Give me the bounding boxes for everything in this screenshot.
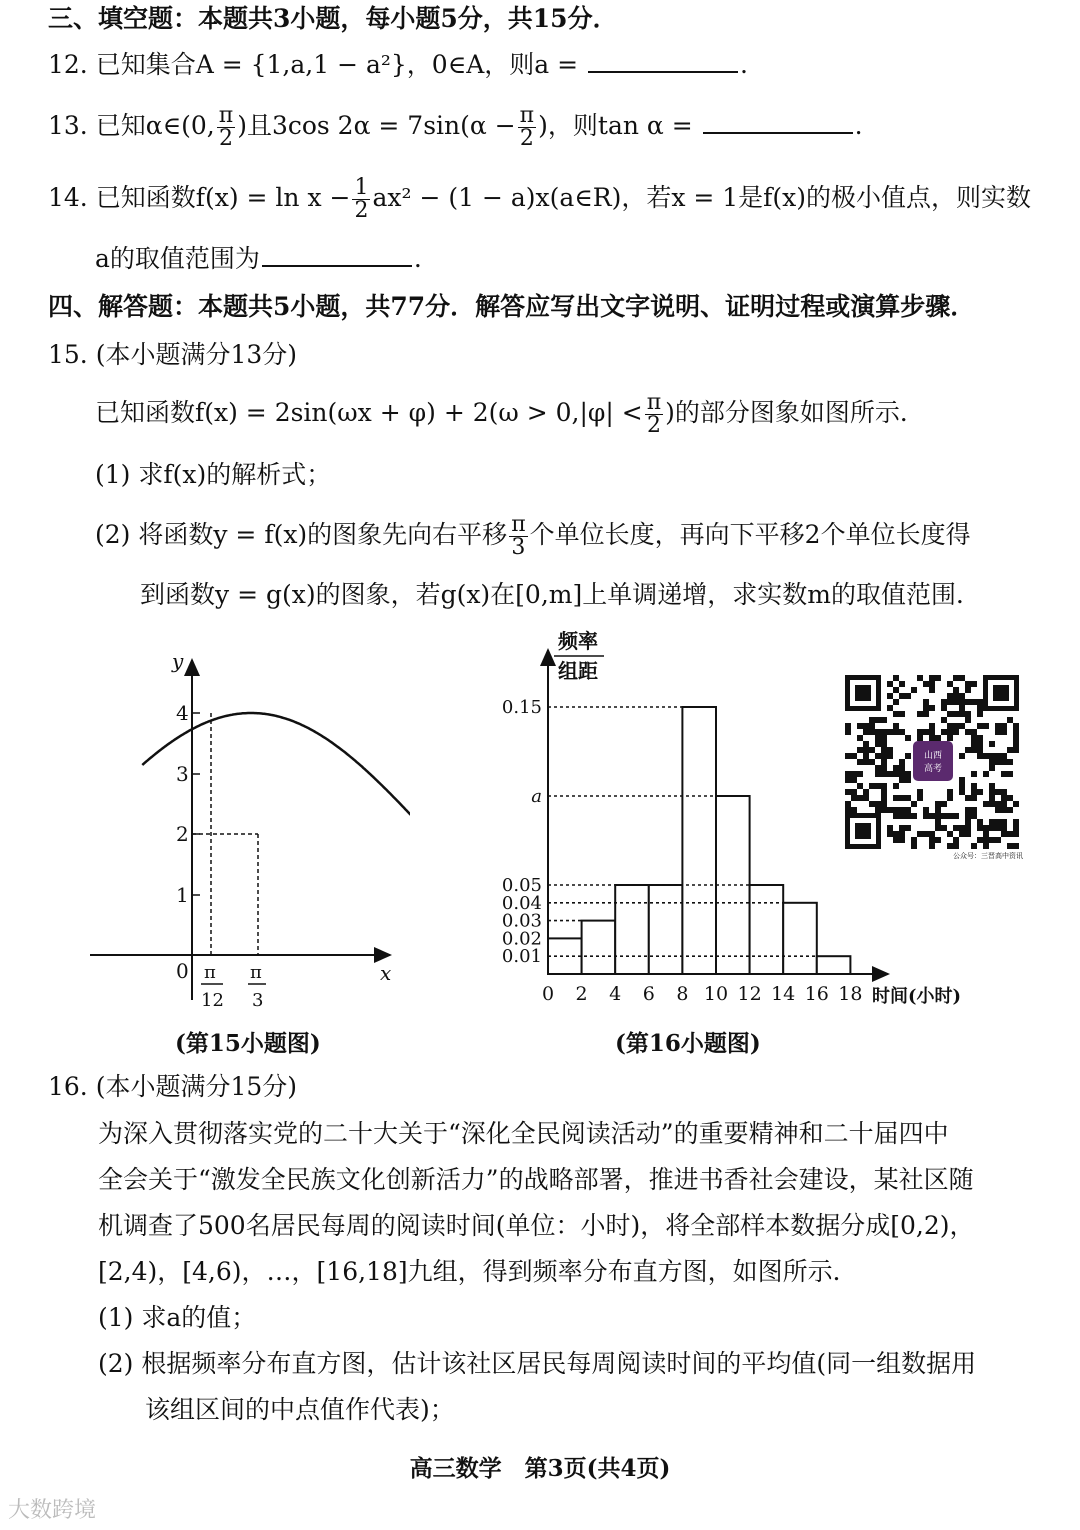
q15-frac-pi-over-3: $\frac{\pi}{3}$ <box>511 512 526 560</box>
q13-text-b: )且3cos 2α = 7sin(α − <box>237 111 516 140</box>
question-16-header <box>48 1070 297 1104</box>
q13-number: 13. <box>48 111 88 140</box>
x-tick-pi3-den: 3 <box>252 990 264 1011</box>
q12-number: 12. <box>48 50 88 79</box>
q13-frac-pi-over-2: $\frac{\pi}{2}$ <box>218 103 234 151</box>
q15-part2-cont: 到函数y = g(x)的图象，若g(x)在[0,m]上单调递增，求实数m的取值范围． <box>140 580 981 609</box>
bar-7 <box>783 903 817 974</box>
bar-1 <box>582 921 616 974</box>
bar-4 <box>682 707 716 974</box>
origin-label: 0 <box>176 959 189 983</box>
q16-score: (本小题满分15分) <box>95 1072 298 1101</box>
q15-number: 15. <box>48 340 88 369</box>
y-tick-label-2: 0.05 <box>501 875 542 896</box>
figure-15-graph <box>80 640 410 1020</box>
x-tick-label-5: 10 <box>703 983 729 1005</box>
x-tick-pi3-num: π <box>250 962 262 983</box>
y-tick-3: 3 <box>176 762 189 786</box>
q14-answer-blank[interactable] <box>262 243 412 267</box>
question-14 <box>48 175 1031 222</box>
y-label-top: 频率 <box>558 629 598 653</box>
y-tick-label-5: 0.02 <box>501 928 542 950</box>
svg-text:山西: 山西 <box>923 751 943 761</box>
figure-15-caption: (第15小题图) <box>175 1030 321 1057</box>
y-axis-label: y <box>172 649 184 673</box>
x-axis-label: x <box>380 961 392 985</box>
q16-paragraph-line-3: 机调查了500名居民每周的阅读时间(单位：小时)，将全部样本数据分成[0,2)， <box>98 1211 975 1240</box>
y-label-bottom: 组距 <box>558 659 598 683</box>
q12-answer-blank[interactable] <box>588 49 738 73</box>
y-tick-label-4: 0.03 <box>501 910 542 932</box>
q15-part1: (1) 求f(x)的解析式； <box>95 460 332 489</box>
question-12 <box>48 48 748 82</box>
q15-stem-a: 已知函数f(x) = 2sin(ωx + φ) + 2(ω > 0,|φ| < <box>95 398 643 427</box>
q14-text-c: a的取值范围为 <box>95 244 260 273</box>
q16-paragraph-line-1: 为深入贯彻落实党的二十大关于“深化全民阅读活动”的重要精神和二十届四中 <box>98 1119 949 1148</box>
bar-2 <box>615 885 649 974</box>
q12-period: . <box>740 50 748 79</box>
q13-text-a: 已知α∈(0, <box>95 111 215 140</box>
q15-score: (本小题满分13分) <box>95 340 298 369</box>
q14-number: 14. <box>48 183 88 212</box>
section3-title: 三、填空题：本题共3小题，每小题5分，共15分． <box>48 4 618 33</box>
q16-paragraph-line-4: [2,4)，[4,6)，…，[16,18]九组，得到频率分布直方图，如图所示． <box>98 1257 858 1286</box>
question-13 <box>48 103 863 150</box>
x-tick-label-4: 8 <box>676 983 689 1005</box>
q13-frac-pi-over-2-b: $\frac{\pi}{2}$ <box>519 103 535 151</box>
q15-stem <box>95 390 925 437</box>
q16-part2-cont: 该组区间的中点值作代表)； <box>145 1395 455 1424</box>
q15-part2 <box>95 512 971 559</box>
x-tick-label-2: 4 <box>609 983 622 1005</box>
x-tick-label-0: 0 <box>541 983 555 1005</box>
bar-8 <box>817 956 851 974</box>
y-tick-label-0: 0.15 <box>501 697 542 718</box>
x-tick-label-9: 18 <box>838 983 863 1005</box>
y-tick-4: 4 <box>176 701 189 725</box>
x-axis-label: 时间(小时) <box>872 986 962 1007</box>
q14-text-b: ax² − (1 − a)x(a∈R)，若x = 1是f(x)的极小值点，则实数 <box>372 183 1032 212</box>
qr-logo <box>913 741 953 781</box>
bar-0 <box>548 938 582 974</box>
q16-part1: (1) 求a的值； <box>98 1303 257 1332</box>
q13-answer-blank[interactable] <box>703 110 853 134</box>
bar-3 <box>649 885 683 974</box>
figure-16-caption: (第16小题图) <box>615 1030 761 1057</box>
watermark: 大数跨境 <box>8 1498 97 1523</box>
y-tick-1: 1 <box>176 883 189 907</box>
y-tick-label-1: a <box>531 786 542 807</box>
question-15-header <box>48 338 297 372</box>
q12-text: 已知集合A = {1,a,1 − a²}，0∈A，则a = <box>95 50 587 79</box>
x-tick-pi12-den: 12 <box>201 990 224 1011</box>
page-footer: 高三数学 第3页(共4页) <box>409 1455 671 1482</box>
x-tick-label-6: 12 <box>737 983 762 1005</box>
y-tick-2: 2 <box>176 822 189 846</box>
q14-period: . <box>413 244 422 273</box>
bar-5 <box>716 796 750 974</box>
x-tick-pi12-num: π <box>204 962 216 983</box>
q14-text-a: 已知函数f(x) = ln x − <box>95 183 351 212</box>
q15-part2-b: 个单位长度，再向下平移2个单位长度得 <box>529 520 971 549</box>
y-tick-label-6: 0.01 <box>501 946 542 968</box>
q15-frac-pi-over-2: $\frac{\pi}{2}$ <box>646 390 662 438</box>
y-tick-label-3: 0.04 <box>501 892 542 914</box>
q16-number: 16. <box>48 1072 88 1101</box>
qr-caption: 公众号：三晋高中资讯 <box>953 852 1023 860</box>
x-tick-label-3: 6 <box>642 983 655 1005</box>
q16-part2: (2) 根据频率分布直方图，估计该社区居民每周阅读时间的平均值(同一组数据用 <box>98 1349 977 1378</box>
svg-text:高考: 高考 <box>923 764 943 774</box>
section4-title: 四、解答题：本题共5小题，共77分．解答应写出文字说明、证明过程或演算步骤． <box>48 292 976 321</box>
qr-code[interactable] <box>845 675 1025 860</box>
q13-text-c: )，则tan α = <box>538 111 701 140</box>
q13-period: . <box>854 111 863 140</box>
q15-part2-a: (2) 将函数y = f(x)的图象先向右平移 <box>95 520 508 549</box>
q16-paragraph-line-2: 全会关于“激发全民族文化创新活力”的战略部署，推进书香社会建设，某社区随 <box>98 1165 974 1194</box>
bar-6 <box>750 885 784 974</box>
question-14-cont <box>95 242 422 276</box>
x-tick-label-8: 16 <box>804 983 829 1005</box>
x-tick-label-1: 2 <box>575 983 588 1005</box>
q14-frac-1-over-2: $\frac{1}{2}$ <box>354 175 369 223</box>
q15-stem-b: )的部分图象如图所示． <box>665 398 925 427</box>
x-tick-label-7: 14 <box>771 983 796 1005</box>
